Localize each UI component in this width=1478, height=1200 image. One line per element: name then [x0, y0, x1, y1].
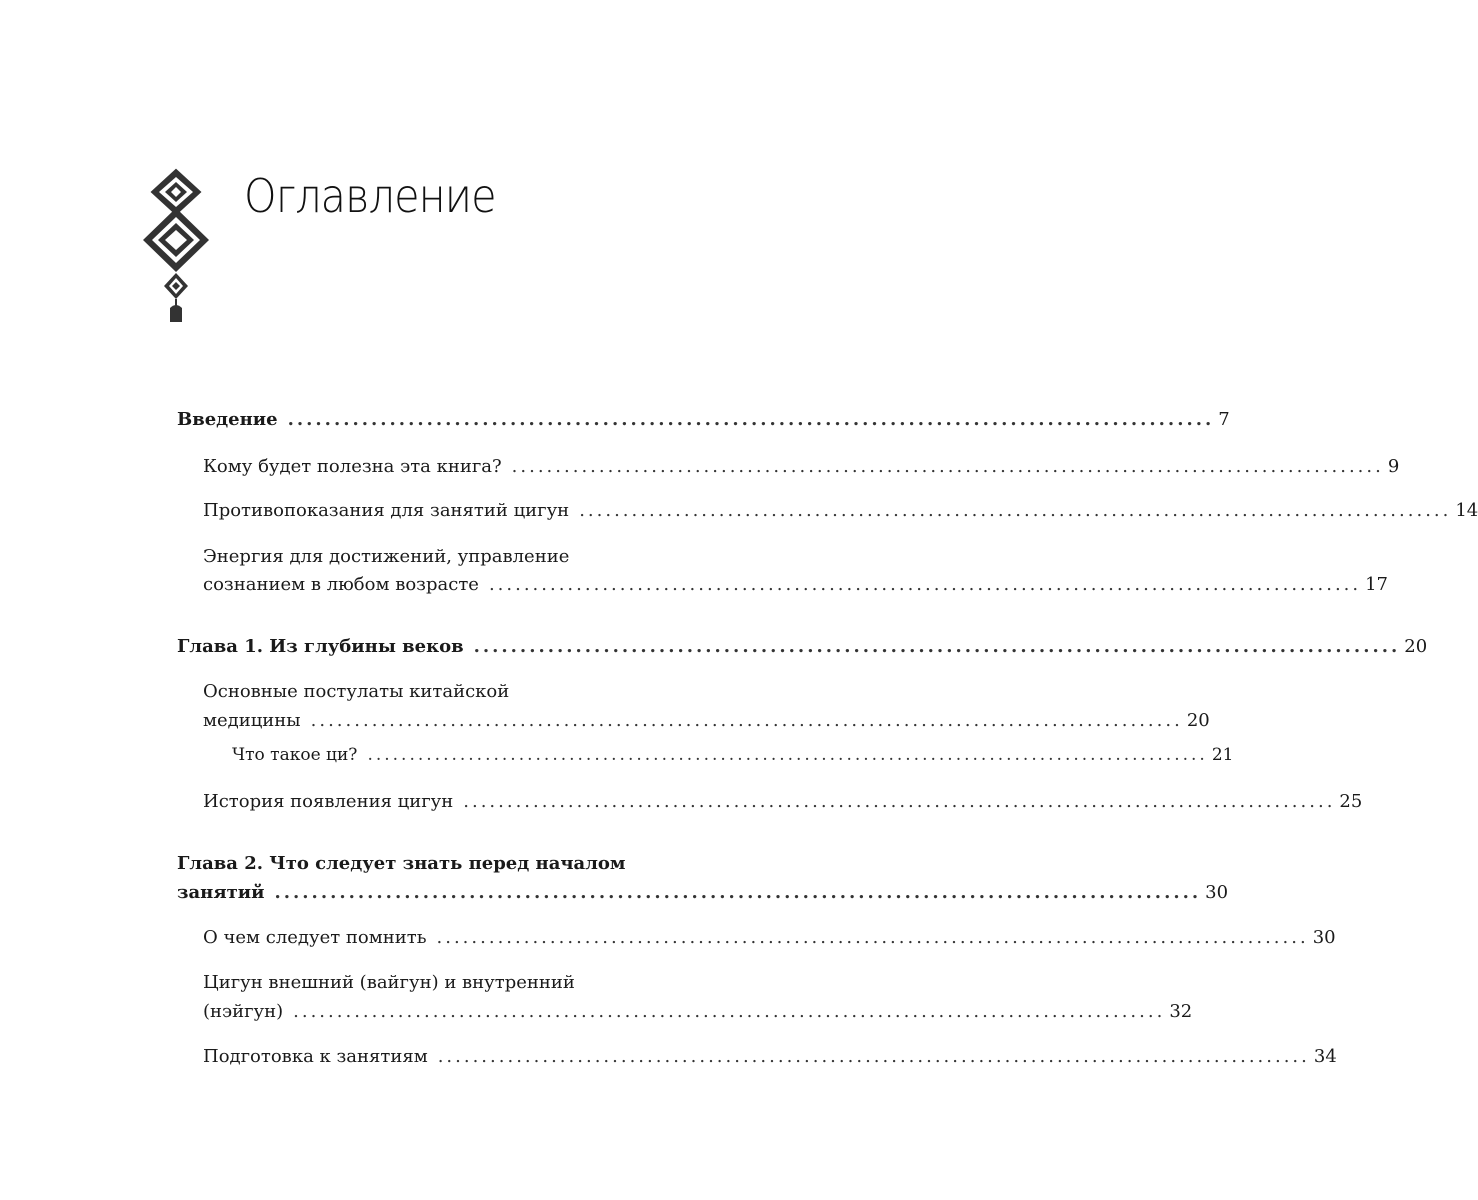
toc-page-number: 32	[1169, 1001, 1193, 1022]
toc-page-number: 25	[1339, 791, 1363, 812]
toc-entry-qigong-types[interactable]	[203, 1001, 1193, 1022]
toc-page-number: 17	[1365, 574, 1389, 595]
toc-entry-label: История появления цигун	[203, 791, 454, 812]
toc-entry-what-is-qi[interactable]	[232, 745, 1234, 765]
toc-entry-remember[interactable]	[203, 927, 1336, 948]
toc-leader-dots: ....................................................................................................	[437, 1046, 1310, 1067]
toc-entry-label: Подготовка к занятиям	[203, 1046, 428, 1067]
toc-leader-dots: ....................................................................................................	[579, 500, 1452, 521]
toc-leader-dots: ....................................................................................................	[367, 745, 1208, 765]
toc-page-number: 20	[1186, 710, 1210, 731]
toc-leader-dots: ....................................................................................................	[436, 927, 1309, 948]
toc-entry-contraindications[interactable]	[203, 500, 1478, 521]
toc-page-number: 30	[1205, 882, 1229, 903]
toc-page-number: 30	[1312, 927, 1336, 948]
toc-page-number: 21	[1211, 745, 1234, 765]
toc-entry-chapter-2[interactable]	[177, 882, 1229, 903]
toc-entry-postulates[interactable]	[203, 710, 1210, 731]
toc-entry-label: Глава 1. Из глубины веков	[177, 636, 464, 657]
toc-page-number: 9	[1387, 456, 1400, 477]
toc-entry-chapter-1[interactable]	[177, 636, 1428, 657]
toc-entry-label: О чем следует помнить	[203, 927, 427, 948]
toc-leader-dots: ....................................................................................................	[488, 574, 1362, 595]
toc-entry-who[interactable]	[203, 456, 1400, 477]
toc-leader-dots: ....................................................................................................	[287, 409, 1215, 430]
toc-leader-dots: ....................................................................................................	[310, 710, 1183, 731]
toc-entry-energy-line1[interactable]: Энергия для достижений, управление	[203, 546, 570, 567]
ornament-decoration-icon	[140, 168, 212, 324]
toc-entry-history[interactable]	[203, 791, 1363, 812]
toc-entry-qigong-types-line1[interactable]: Цигун внешний (вайгун) и внутренний	[203, 972, 575, 993]
toc-entry-label: Введение	[177, 409, 278, 430]
toc-entry-label: занятий	[177, 882, 265, 903]
page-title: Оглавление	[244, 169, 496, 223]
toc-entry-label: Кому будет полезна эта книга?	[203, 456, 502, 477]
toc-entry-postulates-line1[interactable]: Основные постулаты китайской	[203, 681, 510, 702]
toc-page-number: 14	[1455, 500, 1478, 521]
toc-page-number: 7	[1218, 409, 1230, 430]
toc-leader-dots: ....................................................................................................	[463, 791, 1336, 812]
toc-leader-dots: ....................................................................................................	[511, 456, 1384, 477]
toc-leader-dots: ....................................................................................................	[274, 882, 1202, 903]
toc-entry-preparation[interactable]	[203, 1046, 1337, 1067]
toc-entry-label: сознанием в любом возрасте	[203, 574, 479, 595]
toc-entry-label: Что такое ци?	[232, 745, 358, 765]
toc-leader-dots: ....................................................................................................	[293, 1001, 1166, 1022]
toc-entry-chapter-2-line1[interactable]: Глава 2. Что следует знать перед началом	[177, 853, 626, 874]
toc-entry-intro[interactable]	[177, 409, 1230, 430]
toc-page-number: 34	[1313, 1046, 1337, 1067]
toc-page-number: 20	[1404, 636, 1428, 657]
toc-entry-energy[interactable]	[203, 574, 1389, 595]
toc-entry-label: (нэйгун)	[203, 1001, 284, 1022]
toc-leader-dots: ....................................................................................................	[473, 636, 1401, 657]
toc-entry-label: медицины	[203, 710, 301, 731]
toc-entry-label: Противопоказания для занятий цигун	[203, 500, 570, 521]
